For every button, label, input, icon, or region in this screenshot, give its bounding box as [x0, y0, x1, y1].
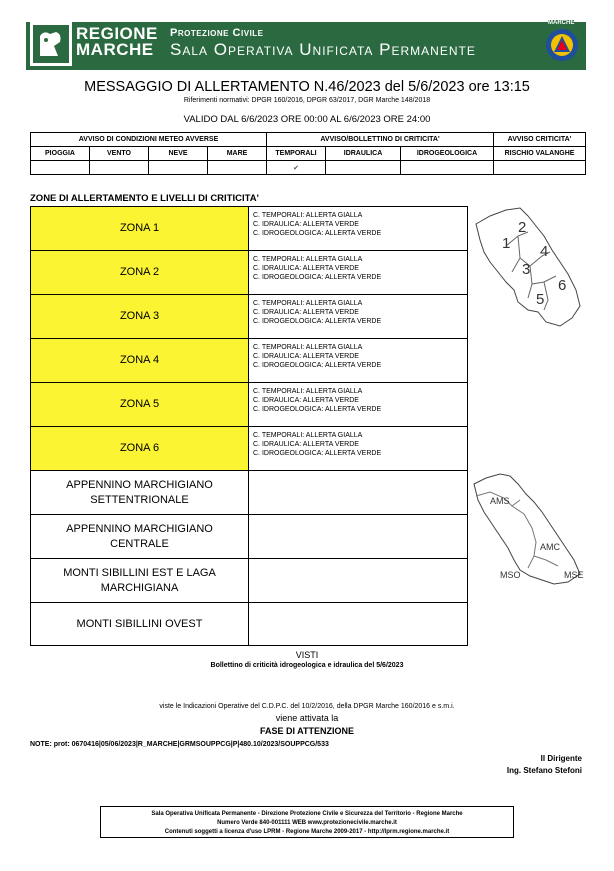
zone-level-idraulica: C. IDRAULICA: ALLERTA VERDE: [253, 353, 359, 360]
valanghe-zone-line1: APPENNINO MARCHIGIANO: [66, 522, 213, 535]
valanghe-zone-row: [31, 559, 467, 603]
check-neve: [149, 161, 208, 175]
zone-levels: [253, 431, 381, 458]
zone-level-temporali: C. TEMPORALI: ALLERTA GIALLA: [253, 432, 363, 439]
valanghe-zone-line2: MARCHIGIANA: [100, 581, 179, 594]
footer-line3: Contenuti soggetti a licenza d'uso LPRM - Regione Marche 2009-2017 - http://lprm.regione.marche.it: [164, 829, 450, 835]
zone-name: ZONA 4: [31, 339, 249, 382]
valanghe-zone-line2: CENTRALE: [110, 537, 169, 550]
zone-level-idraulica: C. IDRAULICA: ALLERTA VERDE: [253, 309, 359, 316]
footer-line2: Numero Verde 840-001111 WEB www.protezionecivile.marche.it: [217, 820, 397, 826]
visti-label: VISTI: [295, 650, 319, 660]
marche-small-label: MARCHE: [548, 20, 575, 26]
zone-level-idraulica: C. IDRAULICA: ALLERTA VERDE: [253, 397, 359, 404]
criticita-header: AVVISO/BOLLETTINO DI CRITICITA': [267, 133, 494, 147]
col-idraulica: IDRAULICA: [326, 147, 401, 161]
zone-row: [31, 251, 467, 295]
protezione-civile-emblem-icon: [545, 28, 579, 62]
zone-level-idrogeologica: C. IDROGEOLOGICA: ALLERTA VERDE: [253, 450, 382, 457]
dirigente-title: Il Dirigente: [540, 754, 582, 763]
col-rischio-valanghe: RISCHIO VALANGHE: [494, 147, 586, 161]
valanghe-zone-line2: SETTENTRIONALE: [90, 493, 189, 506]
zone-levels: [253, 299, 381, 326]
valanghe-zone-name: [31, 471, 249, 514]
map-zone-3: 3: [522, 261, 531, 278]
check-pioggia: [31, 161, 90, 175]
zones-table: [30, 206, 468, 646]
zone-name: ZONA 1: [31, 207, 249, 250]
regulatory-references: Riferimenti normativi: DPGR 160/2016, DPGR 63/2017, DGR Marche 148/2018: [183, 97, 431, 104]
check-vento: [90, 161, 149, 175]
valanghe-zone-line1: MONTI SIBILLINI EST E LAGA: [63, 566, 216, 579]
zone-level-idraulica: C. IDRAULICA: ALLERTA VERDE: [253, 265, 359, 272]
map-valanghe-amc: AMC: [540, 542, 560, 552]
alert-zones-map: [472, 206, 584, 330]
avviso-criticita-header: AVVISO CRITICITA': [494, 133, 586, 147]
zone-row: [31, 339, 467, 383]
zone-level-temporali: C. TEMPORALI: ALLERTA GIALLA: [253, 256, 363, 263]
check-valanghe: [494, 161, 586, 175]
avalanche-zones-map: [470, 470, 586, 586]
zones-heading: ZONE DI ALLERTAMENTO E LIVELLI DI CRITICITA': [30, 193, 259, 204]
zone-level-temporali: C. TEMPORALI: ALLERTA GIALLA: [253, 344, 363, 351]
valanghe-zone-row: [31, 603, 467, 647]
check-idraulica: [326, 161, 401, 175]
col-temporali: TEMPORALI: [267, 147, 326, 161]
zone-level-idraulica: C. IDRAULICA: ALLERTA VERDE: [253, 441, 359, 448]
brand-line2: MARCHE: [76, 40, 154, 59]
zone-level-temporali: C. TEMPORALI: ALLERTA GIALLA: [253, 388, 363, 395]
zone-level-idrogeologica: C. IDROGEOLOGICA: ALLERTA VERDE: [253, 406, 382, 413]
zone-levels: [253, 343, 381, 370]
col-pioggia: PIOGGIA: [31, 147, 90, 161]
zone-row: [31, 427, 467, 471]
check-idrogeologica: [401, 161, 494, 175]
zone-name: ZONA 6: [31, 427, 249, 470]
meteo-avverse-header: AVVISO DI CONDIZIONI METEO AVVERSE: [31, 133, 267, 147]
viene-attivata: viene attivata la: [275, 713, 339, 723]
brand-name: [76, 26, 158, 58]
zone-row: [31, 295, 467, 339]
map-zone-1: 1: [502, 235, 511, 252]
zone-levels: [253, 211, 381, 238]
col-neve: NEVE: [149, 147, 208, 161]
zone-name: ZONA 3: [31, 295, 249, 338]
valanghe-zone-row: [31, 515, 467, 559]
check-temporali: ✔: [267, 161, 326, 175]
valanghe-zone-name: [31, 603, 249, 646]
protezione-civile-label: Protezione Civile: [170, 27, 264, 39]
protocol-note: NOTE: prot: 0670416|05/06/2023|R_MARCHE|GRMSOUPPCG|P|480.10/2023/SOUPPCG/533: [30, 741, 329, 748]
zone-level-idrogeologica: C. IDROGEOLOGICA: ALLERTA VERDE: [253, 274, 382, 281]
zone-levels: [253, 255, 381, 282]
dirigente-name: Ing. Stefano Stefoni: [506, 766, 582, 775]
valanghe-zone-row: [31, 471, 467, 515]
zone-level-temporali: C. TEMPORALI: ALLERTA GIALLA: [253, 300, 363, 307]
col-mare: MARE: [208, 147, 267, 161]
map-valanghe-mse: MSE: [564, 570, 584, 580]
footer-box: [100, 806, 514, 838]
map-zone-6: 6: [558, 277, 567, 294]
map-zone-2: 2: [518, 219, 527, 236]
regione-marche-logo-icon: [30, 22, 72, 66]
validity-period: VALIDO DAL 6/6/2023 ORE 00:00 AL 6/6/2023 ORE 24:00: [183, 114, 431, 125]
brand-line1: REGIONE: [76, 24, 158, 43]
phase-label: FASE DI ATTENZIONE: [259, 726, 354, 736]
col-idrogeologica: IDROGEOLOGICA: [401, 147, 494, 161]
map-zone-5: 5: [536, 291, 545, 308]
zone-level-idraulica: C. IDRAULICA: ALLERTA VERDE: [253, 221, 359, 228]
warnings-table: [30, 132, 586, 175]
col-vento: VENTO: [90, 147, 149, 161]
zone-name: ZONA 2: [31, 251, 249, 294]
check-mare: [208, 161, 267, 175]
valanghe-zone-line1: APPENNINO MARCHIGIANO: [66, 478, 213, 491]
zone-level-temporali: C. TEMPORALI: ALLERTA GIALLA: [253, 212, 363, 219]
zone-level-idrogeologica: C. IDROGEOLOGICA: ALLERTA VERDE: [253, 362, 382, 369]
bollettino-reference: Bollettino di criticità idrogeologica e idraulica del 5/6/2023: [210, 662, 404, 669]
zone-level-idrogeologica: C. IDROGEOLOGICA: ALLERTA VERDE: [253, 230, 382, 237]
zone-levels: [253, 387, 381, 414]
map-valanghe-mso: MSO: [500, 570, 521, 580]
map-zone-4: 4: [540, 243, 549, 260]
indicazioni-operative: viste le Indicazioni Operative del C.D.P.C. del 10/2/2016, della DPGR Marche 160/2016 e s.m.i.: [159, 703, 455, 710]
sala-operativa-title: Sala Operativa Unificata Permanente: [170, 40, 476, 59]
valanghe-zone-line1: MONTI SIBILLINI OVEST: [76, 618, 203, 630]
footer-line1: Sala Operativa Unificata Permanente - Direzione Protezione Civile e Sicurezza del Territorio - Regione Marche: [151, 811, 463, 817]
zone-level-idrogeologica: C. IDROGEOLOGICA: ALLERTA VERDE: [253, 318, 382, 325]
message-title: MESSAGGIO DI ALLERTAMENTO N.46/2023 del 5/6/2023 ore 13:15: [84, 79, 530, 95]
valanghe-zone-name: [31, 559, 249, 602]
map-valanghe-ams: AMS: [490, 496, 510, 506]
valanghe-zone-name: [31, 515, 249, 558]
zone-row: [31, 207, 467, 251]
zone-name: ZONA 5: [31, 383, 249, 426]
zone-row: [31, 383, 467, 427]
